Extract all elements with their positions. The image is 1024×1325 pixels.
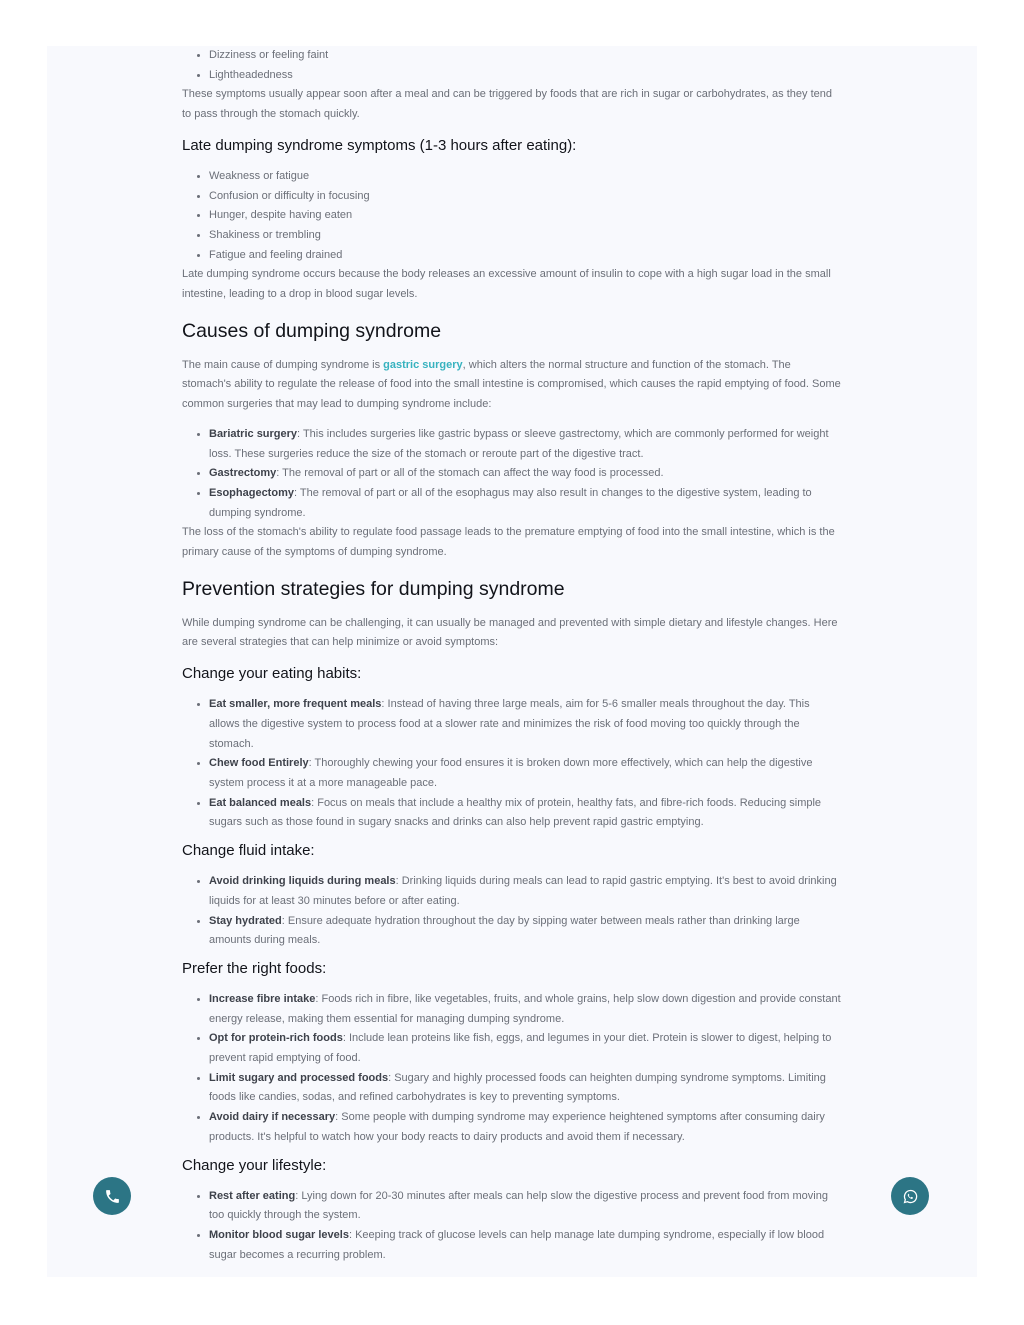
item-text: : Ensure adequate hydration throughout the day by sipping water between meals rather than drinking large amounts during meals. xyxy=(209,914,800,947)
list-item: • Weakness or fatigue xyxy=(209,167,842,187)
item-text: : Some people with dumping syndrome may experience heightened symptoms after consuming dairy products. It's helpful to watch how your body reacts to dairy products and avoid them if necessary. xyxy=(209,1111,825,1143)
item-title: Gastrectomy xyxy=(209,467,277,480)
prevention-heading: Prevention strategies for dumping syndrome xyxy=(182,577,565,600)
right-foods-heading: Prefer the right foods: xyxy=(182,959,327,977)
item-title: Eat balanced meals xyxy=(209,796,312,809)
list-item xyxy=(209,484,842,523)
gastric-surgery-link[interactable]: gastric surgery xyxy=(383,358,463,371)
right-foods-list xyxy=(182,990,842,1148)
lifestyle-list xyxy=(182,1187,842,1266)
item-text: : Thoroughly chewing your food ensures it is broken down more effectively, which can help the digestive system process it at a more manageable pace. xyxy=(209,757,813,789)
late-symptoms-heading: Late dumping syndrome symptoms (1-3 hours after eating): xyxy=(182,136,577,154)
item-text: : Foods rich in fibre, like vegetables, fruits, and whole grains, help slow down digestion and provide constant energy release, making them essential for managing dumping syndrome. xyxy=(209,992,841,1025)
list-item xyxy=(209,912,842,951)
item-text: : Keeping track of glucose levels can help manage late dumping syndrome, especially if low blood sugar becomes a recurring problem. xyxy=(209,1228,825,1261)
item-title: Limit sugary and processed foods xyxy=(209,1071,389,1084)
item-title: Chew food Entirely xyxy=(209,757,309,770)
early-symptoms-note: These symptoms usually appear soon after a meal and can be triggered by foods that are rich in sugar or carbohydrates, as they tend to pass through the stomach quickly. xyxy=(182,88,832,121)
item-title: Bariatric surgery xyxy=(209,427,298,440)
list-item: • Fatigue and feeling drained xyxy=(209,246,842,266)
list-item xyxy=(209,1029,842,1068)
list-item xyxy=(209,1187,842,1226)
list-item: • Dizziness or feeling faint xyxy=(209,46,842,66)
whatsapp-icon xyxy=(902,1188,919,1205)
item-title: Avoid dairy if necessary xyxy=(209,1111,336,1124)
item-title: Rest after eating xyxy=(209,1189,296,1202)
whatsapp-button[interactable] xyxy=(891,1177,929,1215)
causes-summary: The loss of the stomach's ability to regulate food passage leads to the premature emptying of food into the small intestine, which is the primary cause of the symptoms of dumping syndrome. xyxy=(182,526,835,559)
item-title: Monitor blood sugar levels xyxy=(209,1228,349,1241)
fluid-intake-list xyxy=(182,872,842,951)
early-symptoms-list xyxy=(182,46,842,85)
item-title: Stay hydrated xyxy=(209,914,282,927)
eating-habits-list xyxy=(182,695,842,833)
list-item xyxy=(209,794,842,833)
item-text: : Instead of having three large meals, aim for 5-6 smaller meals throughout the day. This allows the digestive system to process food at a slower rate and minimizes the risk of food moving too quickly through the stomach. xyxy=(209,698,810,750)
list-item: • Confusion or difficulty in focusing xyxy=(209,187,842,207)
item-text: : Include lean proteins like fish, eggs, and legumes in your diet. Protein is slower to digest, helping to prevent rapid emptying of food. xyxy=(209,1032,832,1065)
list-item xyxy=(209,990,842,1029)
lifestyle-heading: Change your lifestyle: xyxy=(182,1156,327,1174)
item-text: : Lying down for 20-30 minutes after meals can help slow the digestive process and prevent food from moving too quickly through the system. xyxy=(209,1189,828,1222)
causes-list xyxy=(182,425,842,524)
late-symptoms-list xyxy=(182,167,842,266)
list-item xyxy=(209,754,842,793)
article-body xyxy=(182,46,842,1265)
item-text: : Drinking liquids during meals can lead to rapid gastric emptying. It's best to avoid drinking liquids for at least 30 minutes before or after eating. xyxy=(209,875,837,907)
causes-intro-end: , which alters the normal structure and function of the stomach. The stomach's ability to regulate the release of food into the small intestine is compromised, which causes the rapid emptying of food. Some common surgeries that may lead to dumping syndrome include: xyxy=(182,358,841,411)
list-item xyxy=(209,1226,842,1265)
item-text: : Focus on meals that include a healthy mix of protein, healthy fats, and fibre-rich foods. Reducing simple sugars such as those found in sugary snacks and drinks can also help prevent rapid gastric emptying. xyxy=(209,796,822,829)
list-item xyxy=(209,425,842,464)
list-item: • Hunger, despite having eaten xyxy=(209,206,842,226)
list-item xyxy=(209,695,842,754)
causes-heading: Causes of dumping syndrome xyxy=(182,319,442,342)
item-title: Opt for protein-rich foods xyxy=(209,1032,343,1045)
causes-intro-start: The main cause of dumping syndrome is xyxy=(182,358,384,371)
list-item: • Shakiness or trembling xyxy=(209,226,842,246)
item-text: : The removal of part or all of the stomach can affect the way food is processed. xyxy=(276,467,664,480)
list-item xyxy=(209,464,842,484)
causes-intro xyxy=(182,356,842,415)
list-item xyxy=(209,1069,842,1108)
list-item xyxy=(209,872,842,911)
item-text: : Sugary and highly processed foods can heighten dumping syndrome symptoms. Limiting foods like candies, sodas, and refined carbohydrates is key to preventing symptoms. xyxy=(209,1071,826,1104)
item-text: : The removal of part or all of the esophagus may also result in changes to the digestive system, leading to dumping syndrome. xyxy=(209,486,812,519)
item-title: Eat smaller, more frequent meals xyxy=(209,698,382,711)
eating-habits-heading: Change your eating habits: xyxy=(182,665,362,683)
prevention-intro: While dumping syndrome can be challenging, it can usually be managed and prevented with simple dietary and lifestyle changes. Here are several strategies that can help minimize or avoid symptoms: xyxy=(182,616,838,649)
list-item xyxy=(209,1108,842,1147)
fluid-intake-heading: Change fluid intake: xyxy=(182,842,315,860)
call-button[interactable] xyxy=(93,1177,131,1215)
item-title: Esophagectomy xyxy=(209,486,294,499)
phone-icon xyxy=(104,1188,121,1205)
item-title: Increase fibre intake xyxy=(209,992,316,1005)
late-symptoms-note: Late dumping syndrome occurs because the body releases an excessive amount of insulin to cope with a high sugar load in the small intestine, leading to a drop in blood sugar levels. xyxy=(182,268,831,301)
item-text: : This includes surgeries like gastric bypass or sleeve gastrectomy, which are commonly performed for weight loss. These surgeries reduce the size of the stomach or reroute part of the digestive tract. xyxy=(209,427,829,460)
item-title: Avoid drinking liquids during meals xyxy=(209,875,396,888)
list-item: • Lightheadedness xyxy=(209,66,842,86)
